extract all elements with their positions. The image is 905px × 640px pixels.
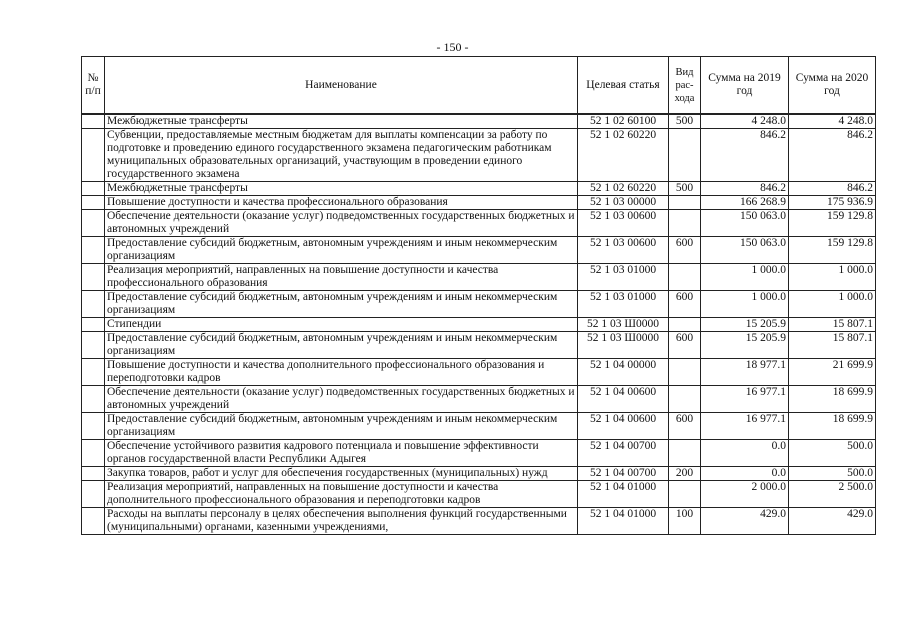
row-name: Предоставление субсидий бюджетным, автономным учреждениям и иным некоммерческим организациям [105, 413, 578, 440]
row-sum-2020: 1 000.0 [789, 264, 876, 291]
header-code: Целевая статья [578, 57, 669, 115]
header-sum-2020: Сумма на 2020 год [789, 57, 876, 115]
row-sum-2020: 4 248.0 [789, 114, 876, 129]
row-sum-2019: 846.2 [701, 182, 789, 196]
row-sum-2019: 1 000.0 [701, 291, 789, 318]
row-type: 600 [669, 413, 701, 440]
row-code: 52 1 04 01000 [578, 481, 669, 508]
row-num [82, 129, 105, 182]
row-sum-2019: 15 205.9 [701, 318, 789, 332]
row-code: 52 1 04 01000 [578, 508, 669, 535]
row-type [669, 386, 701, 413]
row-name: Реализация мероприятий, направленных на повышение доступности и качества профессионального образования [105, 264, 578, 291]
row-code: 52 1 02 60100 [578, 114, 669, 129]
row-sum-2019: 150 063.0 [701, 210, 789, 237]
row-name: Реализация мероприятий, направленных на повышение доступности и качества дополнительного профессионального образования и переподготовки кадров [105, 481, 578, 508]
row-code: 52 1 03 00600 [578, 237, 669, 264]
row-code: 52 1 03 00600 [578, 210, 669, 237]
row-sum-2019: 4 248.0 [701, 114, 789, 129]
row-sum-2020: 15 807.1 [789, 318, 876, 332]
budget-table [81, 56, 876, 535]
row-name: Предоставление субсидий бюджетным, автономным учреждениям и иным некоммерческим организациям [105, 291, 578, 318]
row-sum-2019: 15 205.9 [701, 332, 789, 359]
table-row [82, 413, 876, 440]
row-sum-2019: 846.2 [701, 129, 789, 182]
row-type [669, 318, 701, 332]
row-sum-2020: 2 500.0 [789, 481, 876, 508]
table-row [82, 291, 876, 318]
row-sum-2020: 500.0 [789, 467, 876, 481]
row-name: Субвенции, предоставляемые местным бюджетам для выплаты компенсации за работу по подготовке и проведению единого государственного экзамена педагогическим работникам муниципальных образовательных организаций, участвующим в проведении единого государственного экзамена [105, 129, 578, 182]
row-sum-2020: 159 129.8 [789, 210, 876, 237]
row-name: Предоставление субсидий бюджетным, автономным учреждениям и иным некоммерческим организациям [105, 332, 578, 359]
row-num [82, 359, 105, 386]
row-num [82, 318, 105, 332]
row-sum-2020: 500.0 [789, 440, 876, 467]
row-num [82, 467, 105, 481]
row-sum-2019: 16 977.1 [701, 386, 789, 413]
row-code: 52 1 03 00000 [578, 196, 669, 210]
row-sum-2020: 15 807.1 [789, 332, 876, 359]
row-num [82, 291, 105, 318]
row-sum-2019: 1 000.0 [701, 264, 789, 291]
row-type: 600 [669, 291, 701, 318]
row-code: 52 1 03 Ш0000 [578, 318, 669, 332]
row-type [669, 129, 701, 182]
row-num [82, 182, 105, 196]
row-type: 500 [669, 114, 701, 129]
row-sum-2019: 2 000.0 [701, 481, 789, 508]
row-num [82, 114, 105, 129]
row-code: 52 1 04 00000 [578, 359, 669, 386]
row-name: Повышение доступности и качества дополнительного профессионального образования и переподготовки кадров [105, 359, 578, 386]
row-type [669, 210, 701, 237]
table-row [82, 332, 876, 359]
row-num [82, 332, 105, 359]
row-num [82, 196, 105, 210]
table-row [82, 318, 876, 332]
row-num [82, 481, 105, 508]
row-sum-2020: 846.2 [789, 129, 876, 182]
row-type: 100 [669, 508, 701, 535]
row-type [669, 440, 701, 467]
table-row [82, 129, 876, 182]
row-num [82, 210, 105, 237]
header-name: Наименование [105, 57, 578, 115]
row-name: Стипендии [105, 318, 578, 332]
table-row [82, 440, 876, 467]
table-row [82, 196, 876, 210]
table-row [82, 481, 876, 508]
header-sum-2019: Сумма на 2019 год [701, 57, 789, 115]
row-name: Обеспечение деятельности (оказание услуг) подведомственных государственных бюджетных и автономных учреждений [105, 210, 578, 237]
row-num [82, 264, 105, 291]
row-type [669, 196, 701, 210]
row-num [82, 440, 105, 467]
table-row [82, 114, 876, 129]
row-type [669, 359, 701, 386]
row-sum-2019: 18 977.1 [701, 359, 789, 386]
table-row [82, 508, 876, 535]
header-type: Вид рас-хода [669, 57, 701, 115]
row-code: 52 1 04 00700 [578, 467, 669, 481]
row-code: 52 1 02 60220 [578, 182, 669, 196]
row-sum-2020: 1 000.0 [789, 291, 876, 318]
table-row [82, 182, 876, 196]
row-sum-2019: 150 063.0 [701, 237, 789, 264]
row-sum-2020: 429.0 [789, 508, 876, 535]
header-num: № п/п [82, 57, 105, 115]
row-num [82, 508, 105, 535]
table-row [82, 467, 876, 481]
row-code: 52 1 04 00600 [578, 413, 669, 440]
row-num [82, 386, 105, 413]
table-row [82, 210, 876, 237]
row-num [82, 237, 105, 264]
table-row [82, 386, 876, 413]
row-code: 52 1 03 01000 [578, 264, 669, 291]
row-name: Межбюджетные трансферты [105, 114, 578, 129]
row-sum-2019: 16 977.1 [701, 413, 789, 440]
row-type: 200 [669, 467, 701, 481]
table-row [82, 359, 876, 386]
row-type: 600 [669, 237, 701, 264]
row-code: 52 1 03 01000 [578, 291, 669, 318]
row-name: Повышение доступности и качества профессионального образования [105, 196, 578, 210]
row-sum-2020: 21 699.9 [789, 359, 876, 386]
row-sum-2020: 18 699.9 [789, 413, 876, 440]
row-sum-2020: 175 936.9 [789, 196, 876, 210]
page-number: - 150 - [436, 40, 469, 54]
table-row [82, 264, 876, 291]
row-code: 52 1 03 Ш0000 [578, 332, 669, 359]
row-name: Предоставление субсидий бюджетным, автономным учреждениям и иным некоммерческим организациям [105, 237, 578, 264]
row-sum-2019: 0.0 [701, 440, 789, 467]
table-header-row [82, 57, 876, 115]
row-name: Закупка товаров, работ и услуг для обеспечения государственных (муниципальных) нужд [105, 467, 578, 481]
row-code: 52 1 04 00600 [578, 386, 669, 413]
row-type: 500 [669, 182, 701, 196]
row-type: 600 [669, 332, 701, 359]
row-code: 52 1 04 00700 [578, 440, 669, 467]
row-type [669, 481, 701, 508]
row-name: Межбюджетные трансферты [105, 182, 578, 196]
row-sum-2020: 159 129.8 [789, 237, 876, 264]
row-name: Обеспечение устойчивого развития кадрового потенциала и повышение эффективности органов государственной власти Республики Адыгея [105, 440, 578, 467]
row-name: Обеспечение деятельности (оказание услуг) подведомственных государственных бюджетных и автономных учреждений [105, 386, 578, 413]
row-sum-2019: 0.0 [701, 467, 789, 481]
row-sum-2020: 18 699.9 [789, 386, 876, 413]
row-code: 52 1 02 60220 [578, 129, 669, 182]
row-sum-2020: 846.2 [789, 182, 876, 196]
row-sum-2019: 166 268.9 [701, 196, 789, 210]
row-name: Расходы на выплаты персоналу в целях обеспечения выполнения функций государственными (муниципальными) органами, казенными учреждениями, [105, 508, 578, 535]
row-type [669, 264, 701, 291]
row-sum-2019: 429.0 [701, 508, 789, 535]
row-num [82, 413, 105, 440]
table-row [82, 237, 876, 264]
